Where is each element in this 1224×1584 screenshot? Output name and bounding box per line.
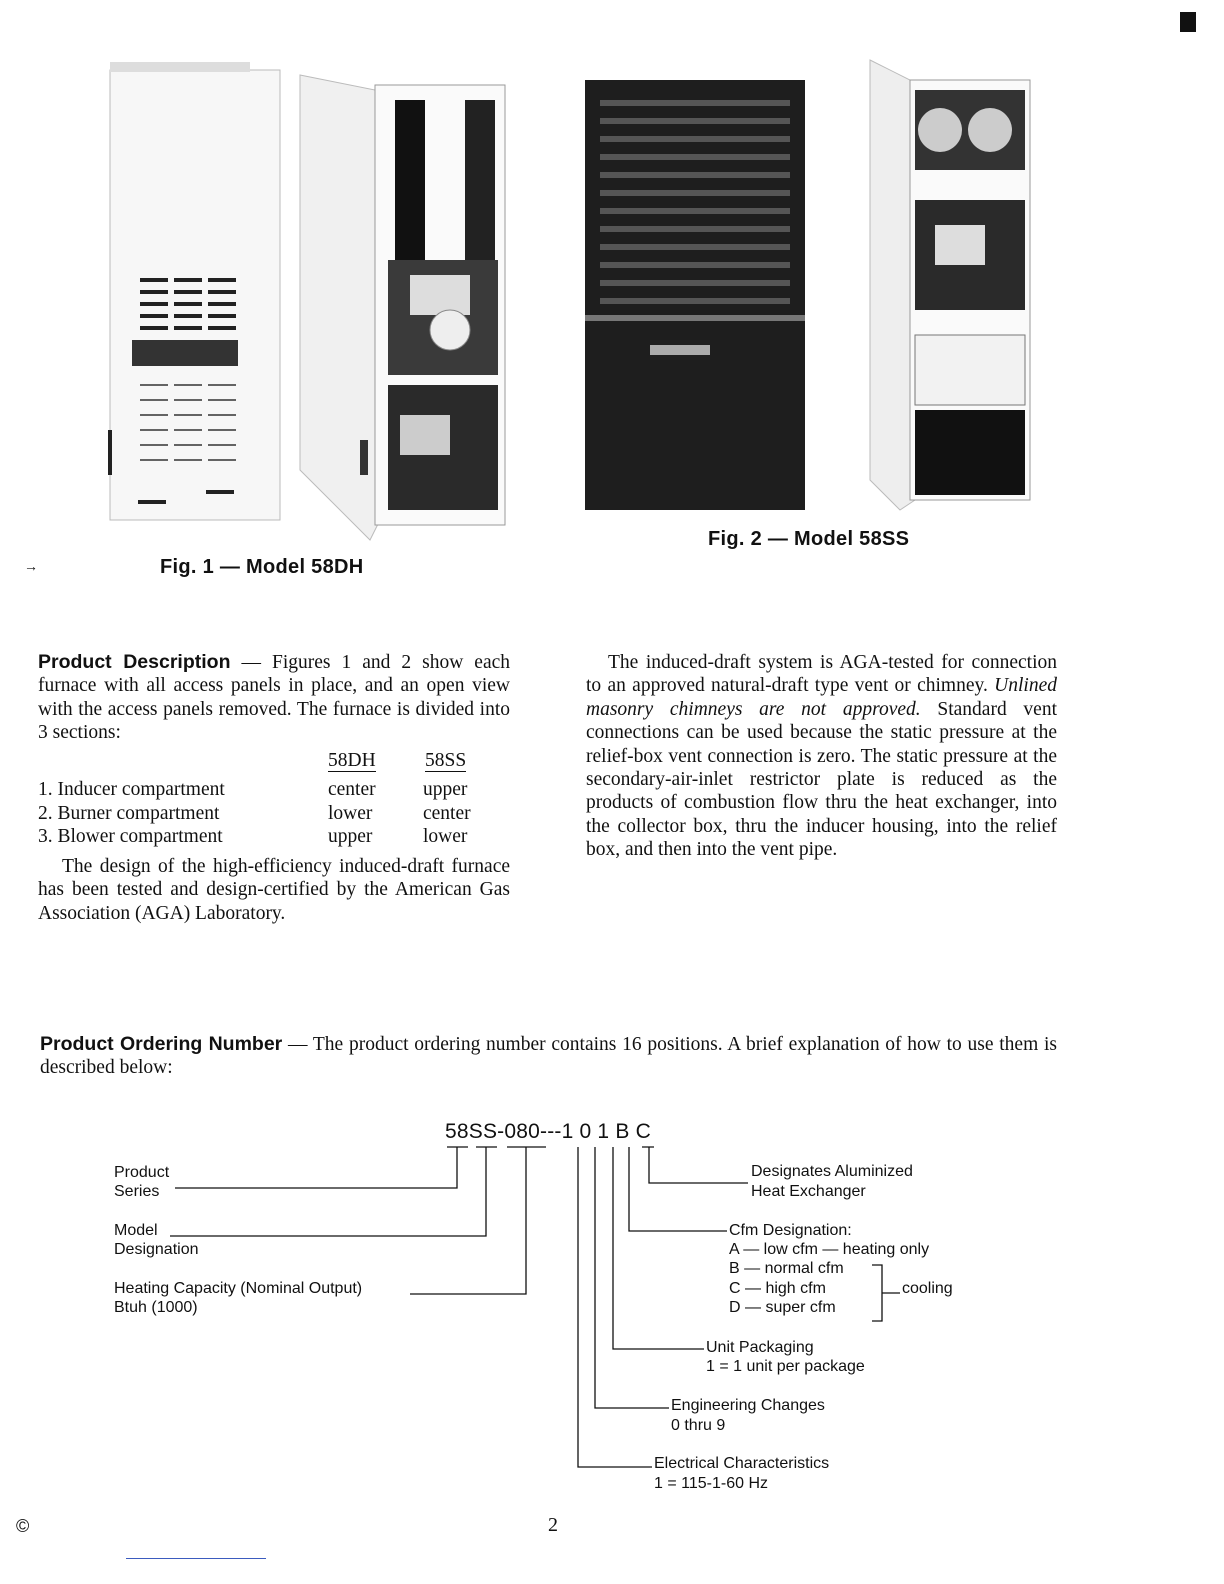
product-description-intro: — Figures 1 and 2 show each furnace with all access panels in place, and an open view with the access panels removed. The furnace is divided into 3 sections: (38, 652, 510, 744)
label-aluminized-1: Designates Aluminized (751, 1163, 913, 1180)
label-cfm-a: A — low cfm — heating only (729, 1241, 930, 1258)
label-engineering-2: 0 thru 9 (671, 1417, 726, 1434)
label-packaging-2: 1 = 1 unit per package (706, 1358, 865, 1375)
closing-text: The design of the high-efficiency induced-draft furnace has been tested and design-certified by the American Gas Association (AGA) Laboratory. (38, 856, 510, 924)
product-description-heading: Product Description (38, 651, 231, 673)
label-electrical-1: Electrical Characteristics (654, 1455, 830, 1472)
label-product: Product (114, 1164, 170, 1181)
label-aluminized-2: Heat Exchanger (751, 1183, 866, 1200)
ordering-text: — The product ordering number contains 16 positions. A brief explanation of how to use them is described below: (40, 1034, 1058, 1079)
label-engineering-1: Engineering Changes (671, 1397, 825, 1414)
label-cfm-b: B — normal cfm (729, 1260, 844, 1277)
col-header-58dh: 58DH (328, 750, 376, 771)
footer-rule (126, 1558, 266, 1559)
label-electrical-2: 1 = 115-1-60 Hz (654, 1475, 768, 1492)
col-header-58ss: 58SS (425, 750, 467, 771)
page-number: 2 (548, 1514, 558, 1536)
ordering-heading: Product Ordering Number (40, 1033, 283, 1055)
row-label: 3. Blower compartment (38, 826, 223, 848)
row-label: 2. Burner compartment (38, 802, 220, 824)
logo-symbol: © (16, 1516, 30, 1536)
ordering-code: 58SS-080---1 0 1 B C (445, 1120, 651, 1143)
label-series: Series (114, 1183, 160, 1200)
label-model: Model (114, 1222, 158, 1239)
row-58ss: upper (423, 779, 468, 801)
label-cfm-c: C — high cfm (729, 1280, 826, 1297)
induced-draft-italic: Unlined masonry chimneys are not approved. (586, 675, 1057, 720)
arrow-mark: → (24, 558, 38, 574)
induced-draft-text-a: The induced-draft system is AGA-tested for connection to an approved natural-draft type vent or chimney. (586, 652, 1057, 697)
fig1-caption: Fig. 1 — Model 58DH (160, 556, 364, 578)
label-btuh: Btuh (1000) (114, 1299, 198, 1316)
row-58ss: center (423, 802, 471, 824)
row-58dh: lower (328, 802, 373, 824)
induced-draft-text-b: Standard vent connections can be used because the static pressure at the relief-box vent connection is zero. The static pressure at the secondary-air-inlet restrictor plate is reduced as the products of combustion flow thru the heat exchanger, into the collector box, thru the inducer housing, into the relief box, and then into the vent pipe. (586, 698, 1057, 861)
label-cfm-title: Cfm Designation: (729, 1222, 852, 1239)
row-58ss: lower (423, 826, 468, 848)
row-label: 1. Inducer compartment (38, 779, 225, 801)
label-heating-capacity: Heating Capacity (Nominal Output) (114, 1280, 363, 1297)
scan-edge-mark (1180, 12, 1196, 32)
row-58dh: center (328, 779, 376, 801)
row-58dh: upper (328, 826, 373, 848)
label-packaging-1: Unit Packaging (706, 1339, 814, 1356)
label-cooling: cooling (902, 1280, 953, 1297)
label-cfm-d: D — super cfm (729, 1299, 836, 1316)
label-designation: Designation (114, 1241, 199, 1258)
fig2-caption: Fig. 2 — Model 58SS (708, 528, 910, 550)
